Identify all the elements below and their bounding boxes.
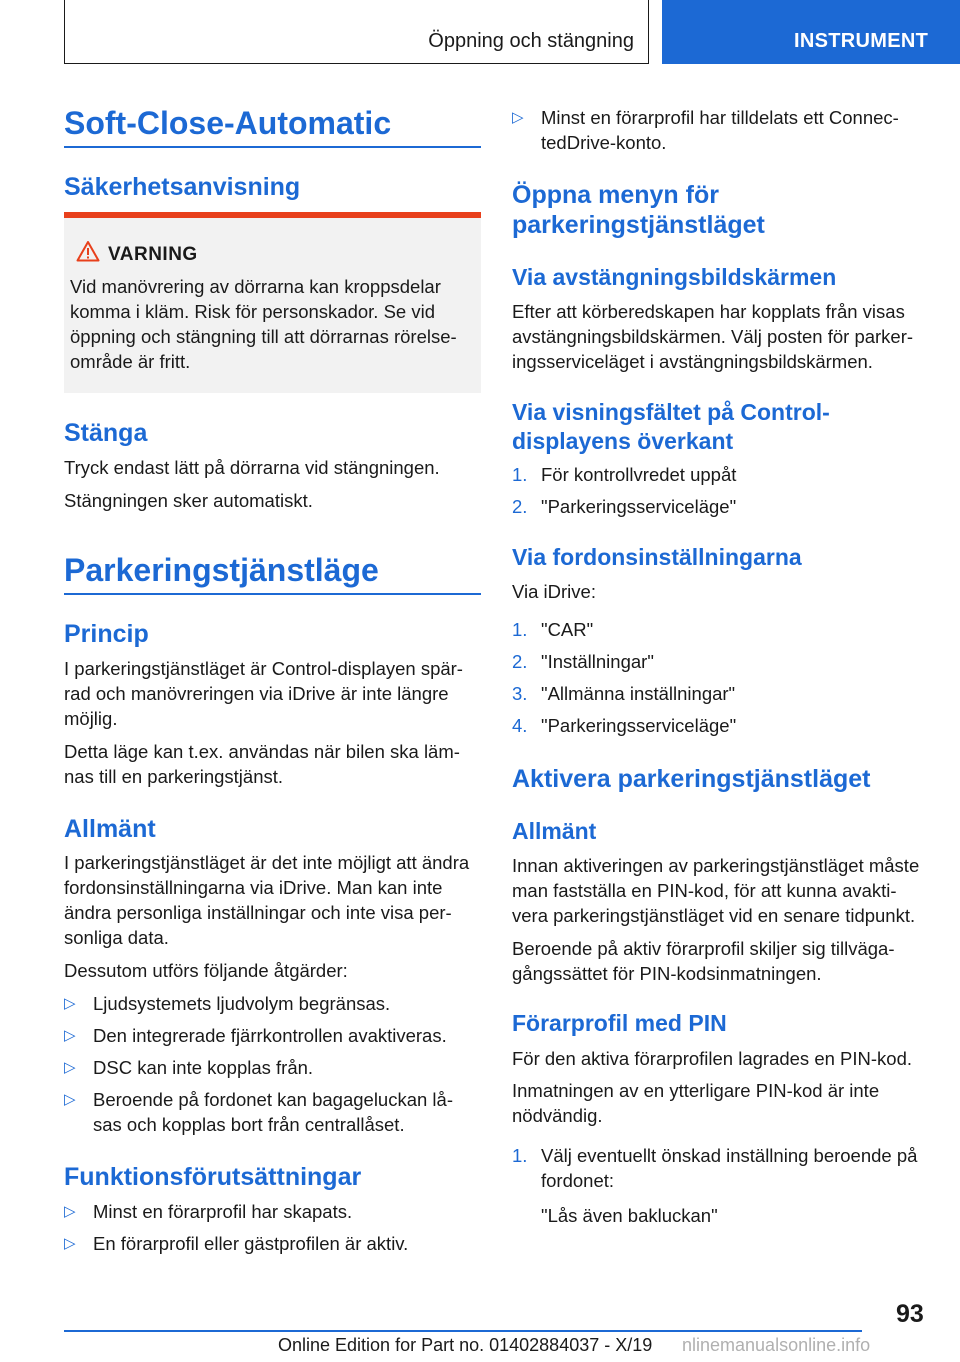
header-tab-label: INSTRUMENT [794,30,929,52]
triangle-bullet-icon: ▷ [64,1203,76,1220]
list-item-text: Ljudsystemets ljudvolym begränsas. [93,993,391,1014]
warning-line: komma i kläm. Risk för personskador. Se vid [70,301,435,322]
triangle-bullet-icon: ▷ [64,1059,76,1076]
heading-line: displayens överkant [512,428,734,454]
footer-rule [64,1330,862,1332]
header-section-title: Öppning och stängning [428,30,634,52]
step-number: 1. [512,464,528,485]
step-number: 4. [512,715,528,736]
step-text: "Parkeringsserviceläge" [541,496,737,517]
triangle-bullet-icon: ▷ [64,1235,76,1252]
close-paragraph-1: Tryck endast lätt på dörrarna vid stängningen. [64,457,440,478]
header-tab[interactable] [662,0,960,64]
heading-activate: Aktivera parkeringstjänstläget [512,765,871,793]
list-item [64,1023,447,1048]
via-settings-intro: Via iDrive: [512,581,596,602]
list-item [64,1231,408,1256]
list-item-text: Minst en förarprofil har skapats. [93,1201,353,1222]
text-line: I parkeringstjänstläget är det inte möjligt att ändra [64,852,470,873]
pin-paragraph-2 [512,1078,879,1128]
text-line: Detta läge kan t.ex. användas när bilen ska läm- [64,741,460,762]
numbered-step [512,649,654,674]
numbered-step [512,617,593,642]
heading-general: Allmänt [64,815,156,843]
title-soft-close: Soft-Close-Automatic [64,105,392,141]
step-number: 1. [512,1145,528,1166]
list-item [64,1055,313,1080]
header-section-box [64,0,649,64]
heading-requirements: Funktionsförutsättningar [64,1163,362,1191]
heading-via-status-bar [512,398,830,456]
title-rule [64,593,481,595]
warning-line: område är fritt. [70,351,191,372]
step-number: 1. [512,619,528,640]
list-item [64,1087,453,1137]
text-line: gångssättet för PIN-kodsinmatningen. [512,963,822,984]
heading-line: Via visningsfältet på Control- [512,399,830,425]
text-line: nas till en parkeringstjänst. [64,766,284,787]
list-item-text: Den integrerade fjärrkontrollen avaktiveras. [93,1025,447,1046]
text-line: Inmatningen av en ytterligare PIN-kod är inte [512,1080,880,1101]
general-paragraph-2: Dessutom utförs följande åtgärder: [64,960,348,981]
step-number: 2. [512,496,528,517]
text-line: I parkeringstjänstläget är Control-displayen spär- [64,658,463,679]
text-line: Efter att körberedskapen har kopplats från visas [512,301,905,322]
step-text: "Parkeringsserviceläge" [541,715,737,736]
text-line: möjlig. [64,708,118,729]
step-text: "Allmänna inställningar" [541,683,736,704]
warning-line: Vid manövrering av dörrarna kan kroppsdelar [70,276,441,297]
heading-close: Stänga [64,419,148,447]
heading-open-menu [512,180,765,240]
list-item-text: Minst en förarprofil har tilldelats ett Connec- [541,107,899,128]
text-line: Beroende på aktiv förarprofil skiljer sig tillväga- [512,938,895,959]
numbered-step [512,713,736,738]
warning-text [70,274,478,374]
activate-general-paragraph-2 [512,936,895,986]
principle-paragraph-2 [64,739,460,789]
text-line: Innan aktiveringen av parkeringstjänstläget måste [512,855,920,876]
heading-pin-profile: Förarprofil med PIN [512,1010,727,1036]
pin-paragraph-1: För den aktiva förarprofilen lagrades en PIN-kod. [512,1048,913,1069]
list-item-text: sas och kopplas bort från centrallåset. [93,1114,405,1135]
heading-via-lock-screen: Via avstängningsbildskärmen [512,264,837,290]
list-item-text: DSC kan inte kopplas från. [93,1057,314,1078]
heading-activate-general: Allmänt [512,818,597,844]
step-text: fordonet: [541,1170,615,1191]
title-parking-mode: Parkeringstjänstläge [64,552,379,588]
text-line: ingsserviceläget i avstängningsbildskärmen. [512,351,873,372]
step-number: 2. [512,651,528,672]
general-paragraph [64,850,469,950]
step-text: "Lås även bakluckan" [541,1205,718,1226]
triangle-bullet-icon: ▷ [64,1027,76,1044]
footer-watermark[interactable]: nlinemanualsonline.info [682,1335,871,1355]
text-line: nödvändig. [512,1105,603,1126]
list-item [64,1199,352,1224]
warning-title: VARNING [108,244,198,265]
warning-box [64,212,481,393]
numbered-step [512,494,736,519]
warning-line: öppning och stängning till att dörrarnas rörelse- [70,326,457,347]
text-line: vera parkeringstjänstläget vid en senare tidpunkt. [512,905,916,926]
via-lock-paragraph [512,299,913,374]
list-item [512,105,899,155]
numbered-step [512,681,735,706]
text-line: avstängningsbildskärmen. Välj posten för parker- [512,326,914,347]
text-line: fordonsinställningarna via iDrive. Man kan inte [64,877,443,898]
text-line: ändra personliga inställningar och inte visa per- [64,902,452,923]
triangle-bullet-icon: ▷ [512,109,524,126]
text-line: sonliga data. [64,927,169,948]
text-line: rad och manövreringen via iDrive är inte längre [64,683,449,704]
title-rule [64,146,481,148]
warning-triangle-icon [76,240,100,262]
principle-paragraph [64,656,463,731]
activate-general-paragraph [512,853,919,928]
heading-line: Öppna menyn för [512,181,719,209]
list-item-text: En förarprofil eller gästprofilen är aktiv. [93,1233,409,1254]
heading-via-settings: Via fordonsinställningarna [512,544,802,570]
triangle-bullet-icon: ▷ [64,1091,76,1108]
step-text: "CAR" [541,619,594,640]
step-text: "Inställningar" [541,651,654,672]
numbered-step [512,462,736,487]
heading-principle: Princip [64,620,149,648]
list-item-text: Beroende på fordonet kan bagageluckan lå- [93,1089,453,1110]
page-number: 93 [896,1300,924,1328]
numbered-step [512,1143,917,1228]
list-item-text: tedDrive-konto. [541,132,667,153]
heading-safety: Säkerhetsanvisning [64,173,301,201]
step-text: Välj eventuellt önskad inställning beroende på [541,1145,918,1166]
triangle-bullet-icon: ▷ [64,995,76,1012]
heading-line: parkeringstjänstläget [512,211,765,239]
step-number: 3. [512,683,528,704]
footer-edition: Online Edition for Part no. 01402884037 - X/19 [278,1335,653,1355]
list-item [64,991,390,1016]
text-line: man fastställa en PIN-kod, för att kunna avakti- [512,880,897,901]
close-paragraph-2: Stängningen sker automatiskt. [64,490,313,511]
step-text: För kontrollvredet uppåt [541,464,737,485]
